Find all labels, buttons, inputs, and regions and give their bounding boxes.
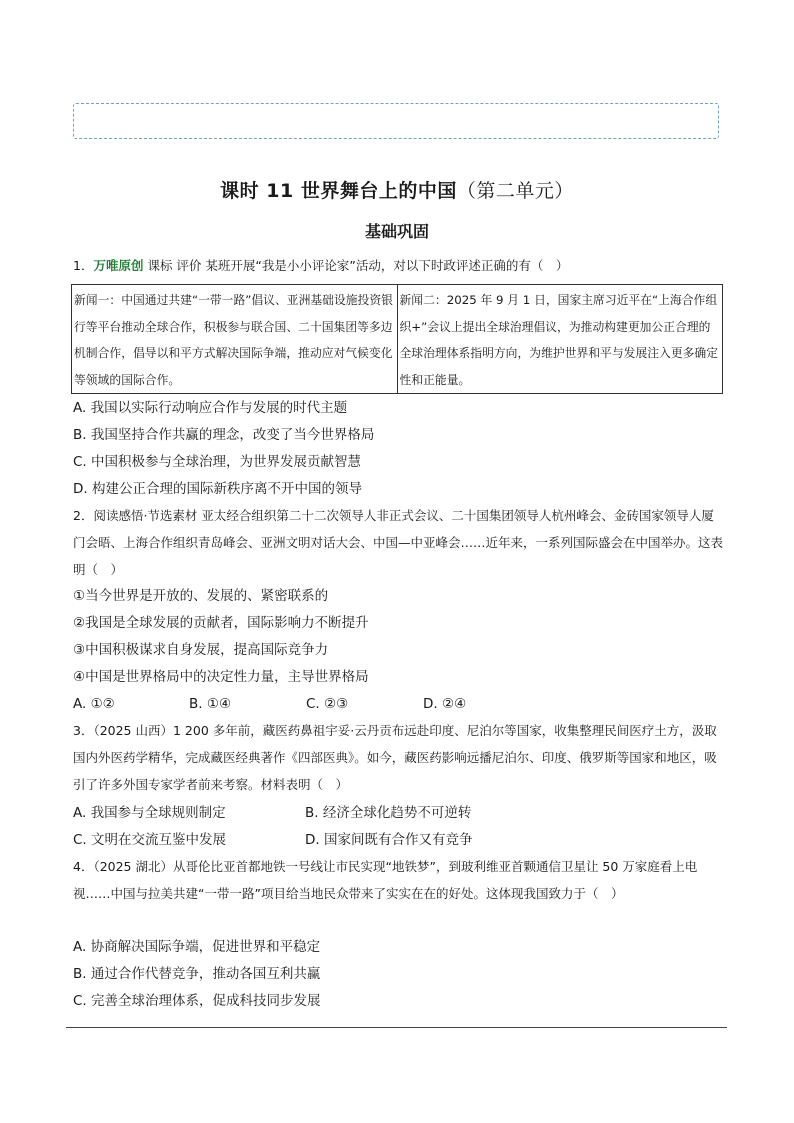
question-4-stem: 4．（2025 湖北）从哥伦比亚首都地铁一号线让市民实现“地铁梦”，到玻利维亚首颗通信卫星让 50 万家庭看上电视……中国与拉美共建“一带一路”项目给当地民众带来了实实在在的好处。这体现我国致力于（ ） <box>73 859 698 901</box>
q2-option-a[interactable]: A. ①② <box>73 696 115 712</box>
news-2-cell: 新闻二：2025 年 9 月 1 日，国家主席习近平在“上海合作组织+”会议上提出全球治理倡议，为推动构建更加公正合理的全球治理体系指明方向，为维护世界和平与发展注入更多确定性和正能量。 <box>397 285 723 394</box>
q1-option-d[interactable]: D. 构建公正合理的国际新秩序离不开中国的领导 <box>73 481 362 497</box>
q3-option-d[interactable]: D. 国家间既有合作又有竞争 <box>305 832 473 848</box>
q2-option-d[interactable]: D. ②④ <box>423 696 467 712</box>
q4-option-a[interactable]: A. 协商解决国际争端，促进世界和平稳定 <box>73 939 321 955</box>
title-main: 课时 11 世界舞台上的中国 <box>220 180 457 202</box>
footer-divider <box>66 1027 727 1028</box>
page-title <box>0 176 794 203</box>
q2-statement-2: ②我国是全球发展的贡献者，国际影响力不断提升 <box>73 615 369 631</box>
source-tag: 万唯原创 <box>93 258 144 273</box>
q1-option-a[interactable]: A. 我国以实际行动响应合作与发展的时代主题 <box>73 400 348 416</box>
question-3-stem: 3．（2025 山西）1 200 多年前，藏医药鼻祖宇妥·云丹贡布远赴印度、尼泊尔等国家，收集整理民间医疗土方，汲取国内外医药学精华，完成藏医经典著作《四部医典》。如今，藏医药影响远播尼泊尔、印度、俄罗斯等国家和地区，吸引了许多外国专家学者前来考察。材料表明（ ） <box>73 723 717 792</box>
news-table <box>71 284 723 394</box>
q3-option-a[interactable]: A. 我国参与全球规则制定 <box>73 805 226 821</box>
q4-option-c[interactable]: C. 完善全球治理体系，促成科技同步发展 <box>73 993 321 1009</box>
section-heading: 基础巩固 <box>364 222 429 241</box>
news-1-cell: 新闻一：中国通过共建“一带一路”倡议、亚洲基础设施投资银行等平台推动全球合作，积极参与联合国、二十国集团等多边机制合作，倡导以和平方式解决国际争端，推动应对气候变化等领域的国际合作。 <box>72 285 398 394</box>
title-sub: （第二单元） <box>456 180 574 202</box>
q1-option-b[interactable]: B. 我国坚持合作共赢的理念，改变了当今世界格局 <box>73 427 375 443</box>
q3-option-b[interactable]: B. 经济全球化趋势不可逆转 <box>305 805 472 821</box>
question-number: 1． <box>73 258 94 273</box>
q3-option-c[interactable]: C. 文明在交流互鉴中发展 <box>73 832 227 848</box>
q2-statement-1: ①当今世界是开放的、发展的、紧密联系的 <box>73 588 329 604</box>
question-2-stem: 2．阅读感悟·节选素材 亚太经合组织第二十二次领导人非正式会议、二十国集团领导人杭州峰会、金砖国家领导人厦门会晤、上海合作组织青岛峰会、亚洲文明对话大会、中国—中亚峰会……近年来，一系列国际盛会在中国举办。这表明（ ） <box>73 508 724 577</box>
q2-statement-4: ④中国是世界格局中的决定性力量，主导世界格局 <box>73 669 369 685</box>
q4-option-b[interactable]: B. 通过合作代替竞争，推动各国互利共赢 <box>73 966 321 982</box>
q2-option-c[interactable]: C. ②③ <box>306 696 349 712</box>
q2-option-b[interactable]: B. ①④ <box>189 696 232 712</box>
header-dashed-box <box>73 103 719 139</box>
question-1-stem <box>73 252 725 279</box>
q1-option-c[interactable]: C. 中国积极参与全球治理，为世界发展贡献智慧 <box>73 454 362 470</box>
question-text: 课标 评价 某班开展“我是小小评论家”活动，对以下时政评述正确的有（ ） <box>143 258 569 273</box>
q2-statement-3: ③中国积极谋求自身发展，提高国际竞争力 <box>73 642 329 658</box>
